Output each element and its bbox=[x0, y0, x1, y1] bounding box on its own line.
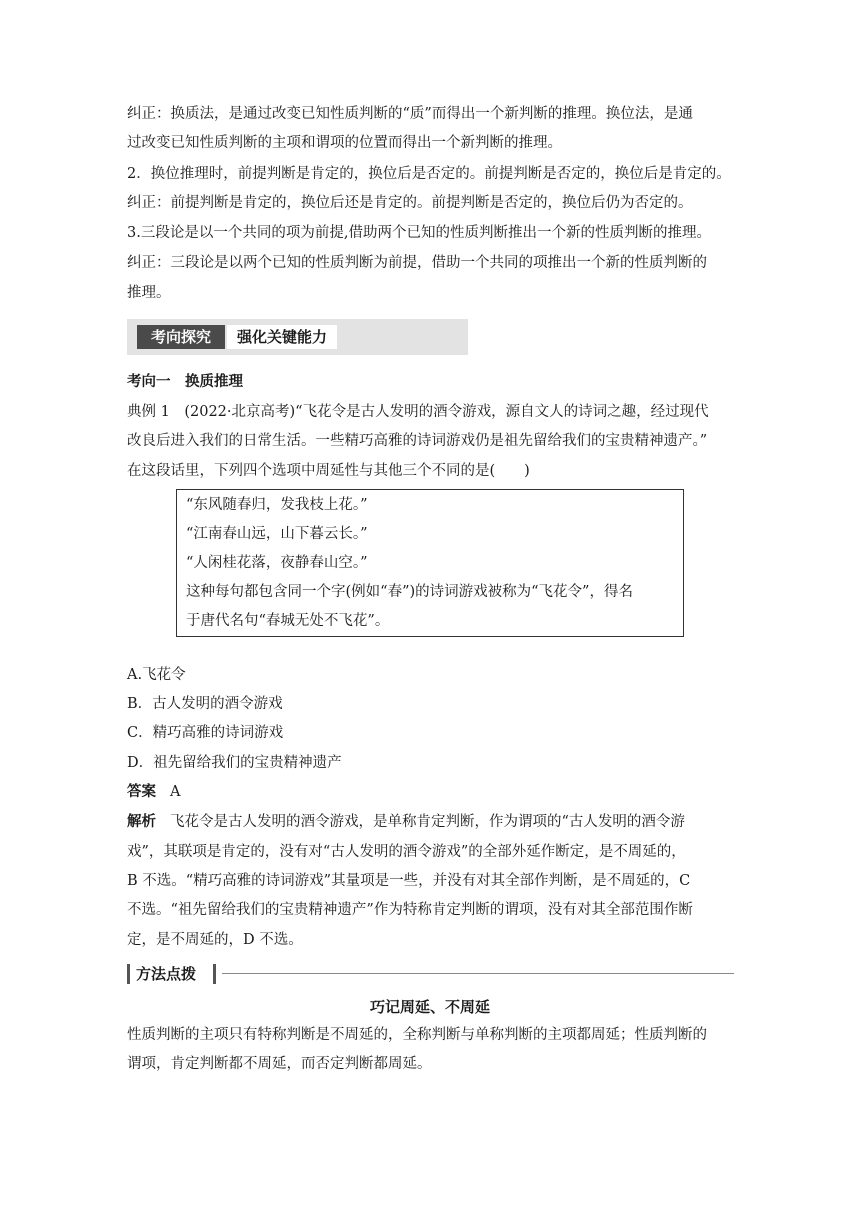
answer-value: A bbox=[170, 784, 181, 800]
analysis-line-3: B 不选。“精巧高雅的诗词游戏”其量项是一些，并没有对其全部作判断，是不周延的，C bbox=[127, 873, 691, 889]
poem-line-4: 这种每句都包含同一个字(例如“春”)的诗词游戏被称为“飞花令”，得名 bbox=[186, 584, 633, 600]
poem-line-5: 于唐代名句“春城无处不飞花”。 bbox=[186, 613, 390, 629]
correction-1-line-1: 纠正：换质法，是通过改变已知性质判断的“质”而得出一个新判断的推理。换位法，是通 bbox=[127, 106, 693, 122]
example-line-3: 在这段话里，下列四个选项中周延性与其他三个不同的是( ) bbox=[127, 463, 530, 479]
poem-box bbox=[176, 489, 684, 637]
method-title: 巧记周延、不周延 bbox=[369, 998, 490, 1016]
section-banner bbox=[127, 319, 468, 355]
option-c: C．精巧高雅的诗词游戏 bbox=[127, 725, 284, 741]
analysis-line-1: 飞花令是古人发明的酒令游戏，是单称肯定判断，作为谓项的“古人发明的酒令游 bbox=[170, 814, 685, 830]
banner-title: 考向探究 bbox=[137, 325, 225, 349]
method-line-2: 谓项，肯定判断都不周延，而否定判断都周延。 bbox=[127, 1056, 432, 1072]
poem-line-1: “东风随春归，发我枝上花。” bbox=[186, 497, 368, 513]
point-2: 2．换位推理时，前提判断是肯定的，换位后是否定的。前提判断是否定的，换位后是肯定的。 bbox=[127, 166, 731, 182]
analysis-line-5: 定，是不周延的，D 不选。 bbox=[127, 932, 303, 948]
point-3: 3.三段论是以一个共同的项为前提,借助两个已知的性质判断推出一个新的性质判断的推理。 bbox=[127, 225, 711, 241]
poem-line-2: “江南春山远，山下暮云长。” bbox=[186, 526, 368, 542]
banner-subtitle: 强化关键能力 bbox=[227, 325, 337, 349]
correction-3-line-1: 纠正：三段论是以两个已知的性质判断为前提，借助一个共同的项推出一个新的性质判断的 bbox=[127, 255, 707, 271]
analysis-line-2: 戏”，其联项是肯定的，没有对“古人发明的酒令游戏”的全部外延作断定，是不周延的， bbox=[127, 844, 686, 860]
answer-label: 答案 bbox=[127, 784, 156, 800]
method-line-1: 性质判断的主项只有特称判断是不周延的，全称判断与单称判断的主项都周延；性质判断的 bbox=[127, 1027, 707, 1043]
analysis-row-1 bbox=[127, 812, 685, 832]
method-label: 方法点拨 bbox=[136, 965, 197, 983]
poem-line-3: “人闲桂花落，夜静春山空。” bbox=[186, 555, 368, 571]
method-right-tick bbox=[213, 964, 216, 984]
correction-2: 纠正：前提判断是肯定的，换位后还是肯定的。前提判断是否定的，换位后仍为否定的。 bbox=[127, 195, 693, 211]
analysis-line-4: 不选。“祖先留给我们的宝贵精神遗产”作为特称肯定判断的谓项，没有对其全部范围作断 bbox=[127, 902, 693, 918]
option-b: B．古人发明的酒令游戏 bbox=[127, 696, 283, 712]
correction-3-line-2: 推理。 bbox=[127, 285, 171, 301]
example-line-2: 改良后进入我们的日常生活。一些精巧高雅的诗词游戏仍是祖先留给我们的宝贵精神遗产。” bbox=[127, 433, 708, 449]
method-divider bbox=[222, 973, 734, 974]
correction-1-line-2: 过改变已知性质判断的主项和谓项的位置而得出一个新判断的推理。 bbox=[127, 135, 562, 151]
section-heading: 考向一 换质推理 bbox=[127, 374, 243, 390]
method-left-tick bbox=[127, 964, 130, 984]
option-d: D．祖先留给我们的宝贵精神遗产 bbox=[127, 755, 342, 771]
example-line-1: 典例 1 (2022·北京高考)“飞花令是古人发明的酒令游戏，源自文人的诗词之趣，经过现代 bbox=[127, 404, 709, 420]
analysis-label: 解析 bbox=[127, 814, 156, 830]
option-a: A.飞花令 bbox=[127, 667, 186, 683]
method-bar bbox=[127, 960, 734, 988]
answer-row bbox=[127, 782, 180, 802]
